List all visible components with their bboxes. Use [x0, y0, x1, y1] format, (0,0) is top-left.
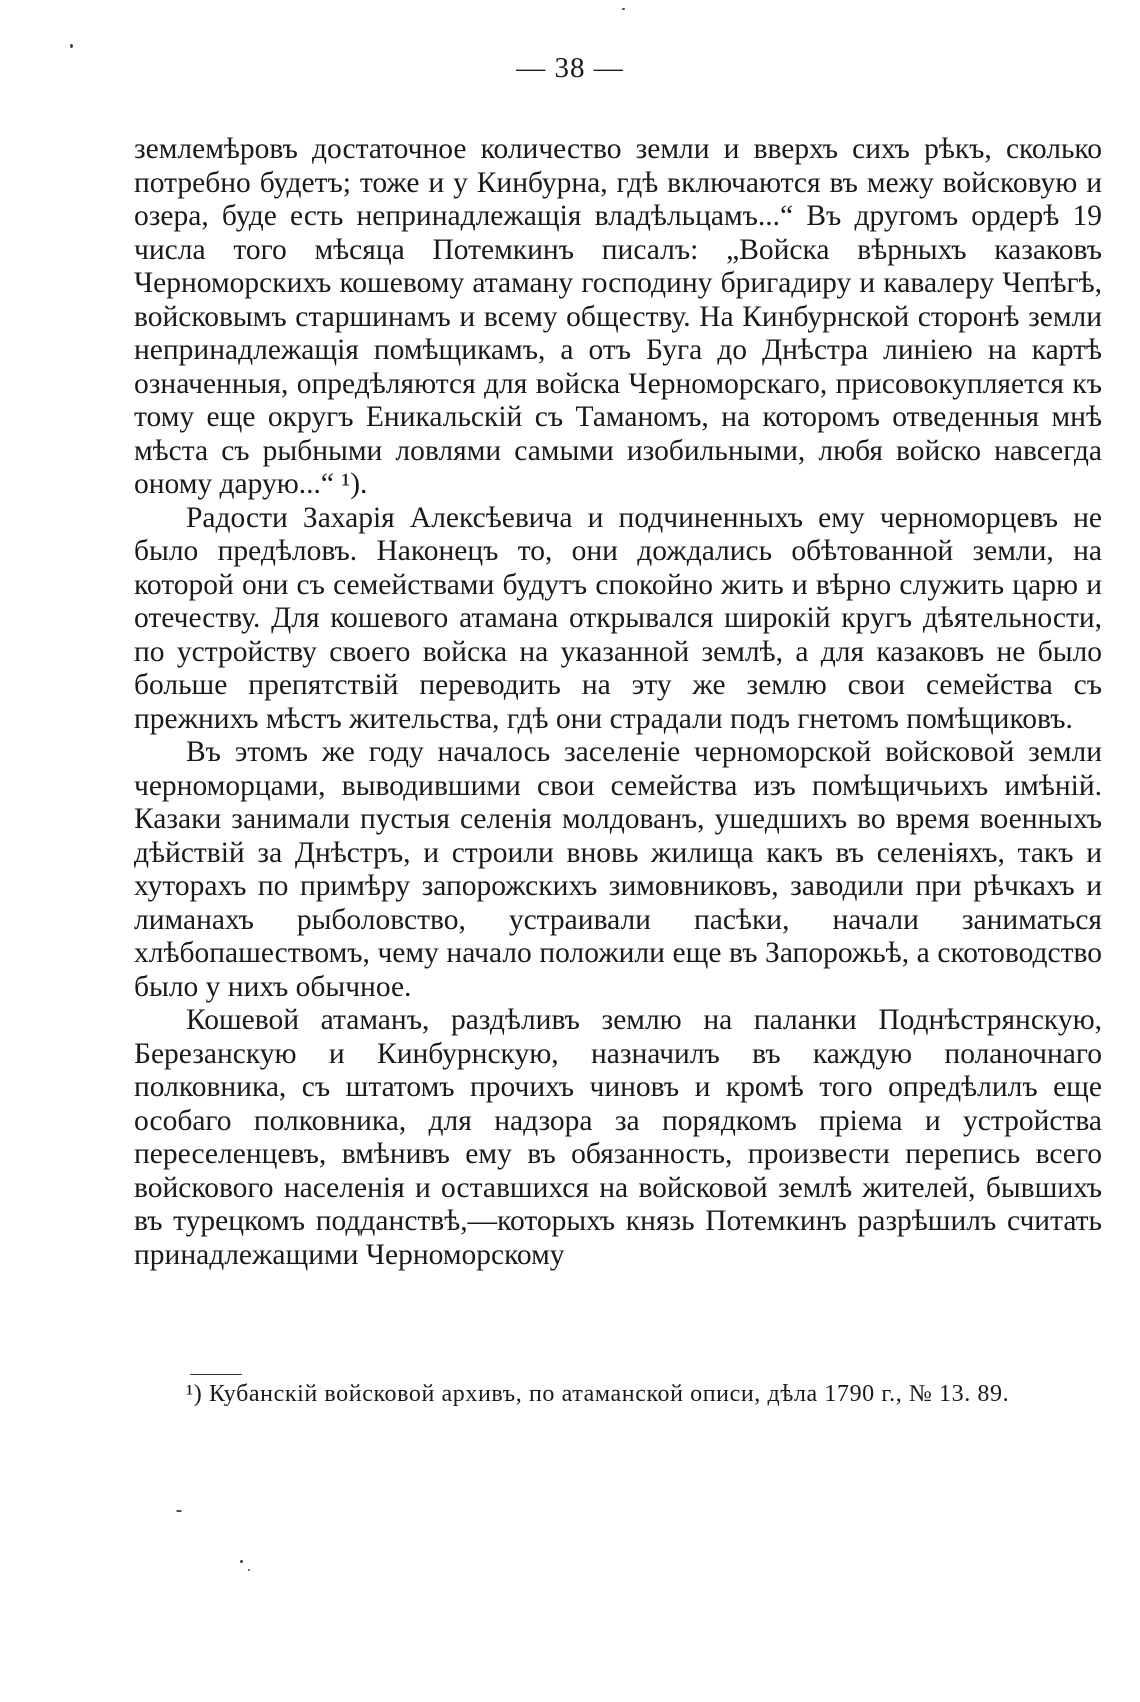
- page-number: — 38 —: [516, 52, 624, 84]
- footnote-text: ¹) Кубанскій войсковой архивъ, по атаманской описи, дѣла 1790 г., № 13. 89.: [186, 1381, 1010, 1407]
- footnote-separator: [190, 1374, 242, 1375]
- scan-speck: [70, 44, 73, 48]
- paragraph: землемѣровъ достаточное количество земли и вверхъ сихъ рѣкъ, сколько потребно будетъ; тоже и у Кинбурна, гдѣ включаются въ межу войсковую и озера, буде есть непринадлежащія владѣльцамъ...“ Въ другомъ ордерѣ 19 числа того мѣсяца Потемкинъ писалъ: „Войска вѣрныхъ казаковъ Черноморскихъ кошевому атаману господину бригадиру и кавалеру Чепѣгѣ, войсковымъ старшинамъ и всему обществу. На Кинбурнской сторонѣ земли непринадлежащія помѣщикамъ, а отъ Буга до Днѣстра линіею на картѣ означенныя, опредѣляются для войска Черноморскаго, присовокупляется къ тому еще округъ Еникальскій съ Таманомъ, на которомъ отведенныя мнѣ мѣста съ рыбными ловлями самыми изобильными, любя войско навсегда оному дарую...“ ¹).: [134, 133, 1102, 500]
- scan-speck: [622, 8, 625, 10]
- paragraph: Въ этомъ же году началось заселеніе черноморской войсковой земли черноморцами, выводившими свои семейства изъ помѣщичьихъ имѣній. Казаки занимали пустыя селенія молдованъ, ушедшихъ во время военныхъ дѣйствій за Днѣстръ, и строили вновь жилища какъ въ селеніяхъ, такъ и хуторахъ по примѣру запорожскихъ зимовниковъ, заводили при рѣчкахъ и лиманахъ рыболовство, устраивали пасѣки, начали заниматься хлѣбопашествомъ, чему начало положили еще въ Запорожьѣ, а скотоводство было у нихъ обычное.: [134, 736, 1102, 1003]
- scan-speck: [240, 1560, 243, 1563]
- footnote: [134, 1380, 1102, 1409]
- scan-speck: [248, 1569, 250, 1571]
- scan-speck: [176, 1510, 182, 1512]
- paragraph: Кошевой атаманъ, раздѣливъ землю на паланки Поднѣстрянскую, Березанскую и Кинбурнскую, назначилъ въ каждую поланочнаго полковника, съ штатомъ прочихъ чиновъ и кромѣ того опредѣлилъ еще особаго полковника, для надзора за порядкомъ пріема и устройства переселенцевъ, вмѣнивъ ему въ обязанность, произвести перепись всего войскового населенія и оставшихся на войсковой землѣ жителей, бывшихъ въ турецкомъ подданствѣ,—которыхъ князь Потемкинъ разрѣшилъ считать принадлежащими Черноморскому: [134, 1004, 1102, 1271]
- main-text: [134, 133, 1102, 1272]
- paragraph: Радости Захарія Алексѣевича и подчиненныхъ ему черноморцевъ не было предѣловъ. Наконецъ то, они дождались обѣтованной земли, на которой они съ семействами будутъ спокойно жить и вѣрно служить царю и отечеству. Для кошевого атамана открывался широкій кругъ дѣятельности, по устройству своего войска на указанной землѣ, а для казаковъ не было больше препятствій переводить на эту же землю свои семейства съ прежнихъ мѣстъ жительства, гдѣ они страдали подъ гнетомъ помѣщиковъ.: [134, 501, 1102, 735]
